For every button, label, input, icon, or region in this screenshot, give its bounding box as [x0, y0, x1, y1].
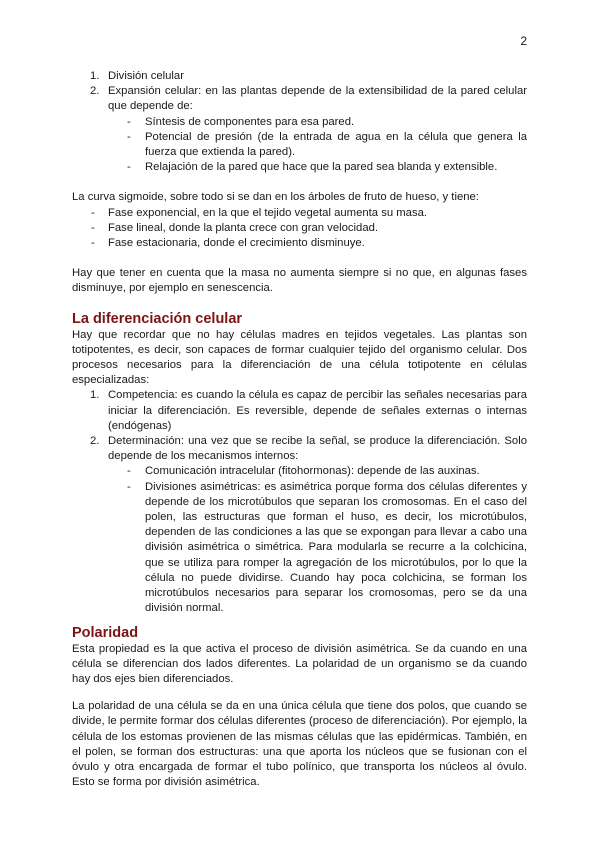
list-item: 2. Expansión celular: en las plantas depende de la extensibilidad de la pared celular que depende de:	[90, 85, 527, 113]
list-item: - Divisiones asimétricas: es asimétrica porque forma dos células diferentes y depende de los microtúbulos que separan los cromosomas. En el caso del polen, las estructuras que forman el huso, es decir, los microtúbulos, dependen de las condiciones a las que se expongan para llevar a cabo una división asimétrica o simétrica. Para modularla se recurre a la colchicina, que se utiliza para romper la agregación de los microtúbulos, por lo que la célula no puede dividirse. Cuando hay poca colchicina, se forman los microtúbulos necesarios para separar los cromosomas, pero se da una división normal.	[127, 480, 527, 615]
polaridad-paragraph-1: Esta propiedad es la que activa el proceso de división asimétrica. Se da cuando en una célula se diferencian dos lados diferentes. La polaridad de un organismo se da cuando hay dos ejes bien diferenciados.	[72, 642, 527, 685]
list-item: 1. División celular	[90, 70, 184, 82]
section-heading-polaridad: Polaridad	[72, 624, 139, 641]
diferenciacion-paragraph: Hay que recordar que no hay células madres en tejidos vegetales. Las plantas son totipotentes, es decir, son capaces de formar cualquier tejido del organismo celular. Dos procesos necesarios para la diferenciación de una célula totipotente en células especializadas:	[72, 328, 527, 387]
polaridad-paragraph-2: La polaridad de una célula se da en una única célula que tiene dos polos, que cuando se divide, le permite formar dos células diferentes (proceso de diferenciación). Por ejemplo, la célula de los estomas provienen de las mismas células que las epidérmicas. También, en el polen, se forman dos estructuras: una que aporta los núcleos que se fusionan con el óvulo y otra encargada de formar el tubo polínico, que transporta los núcleos al óvulo. Esto se forma por división asimétrica.	[72, 700, 527, 789]
list-item: - Comunicación intracelular (fitohormonas): depende de las auxinas.	[127, 465, 480, 478]
list-item: - Relajación de la pared que hace que la pared sea blanda y extensible.	[127, 161, 498, 174]
page-number: 2	[520, 34, 527, 48]
sigmoid-paragraph: La curva sigmoide, sobre todo si se dan en los árboles de fruto de hueso, y tiene:	[72, 191, 479, 204]
mass-paragraph: Hay que tener en cuenta que la masa no aumenta siempre si no que, en algunas fases disminuye, por ejemplo en senescencia.	[72, 267, 527, 295]
list-item: 1. Competencia: es cuando la célula es capaz de percibir las señales necesarias para iniciar la diferenciación. Es reversible, depende de señales externas o internas (endógenas)	[90, 389, 527, 432]
expansion-sublist	[72, 115, 527, 176]
section-heading-diferenciacion: La diferenciación celular	[72, 310, 243, 327]
list-item: 2. Determinación: una vez que se recibe la señal, se produce la diferenciación. Solo depende de los mecanismos internos:	[90, 435, 527, 463]
growth-phases-list	[72, 69, 527, 115]
list-item: - Potencial de presión (de la entrada de agua en la célula que genera la fuerza que extienda la pared).	[127, 130, 527, 159]
list-item: - Fase estacionaria, donde el crecimiento disminuye.	[91, 237, 365, 250]
determinacion-sublist	[72, 464, 527, 616]
page-content	[72, 69, 527, 790]
list-item: - Síntesis de componentes para esa pared.	[127, 115, 355, 128]
list-item: - Fase lineal, donde la planta crece con gran velocidad.	[91, 221, 379, 234]
list-item: - Fase exponencial, en la que el tejido vegetal aumenta su masa.	[91, 206, 428, 219]
sigmoid-phases-list	[72, 206, 527, 252]
diferenciacion-list	[72, 388, 527, 464]
